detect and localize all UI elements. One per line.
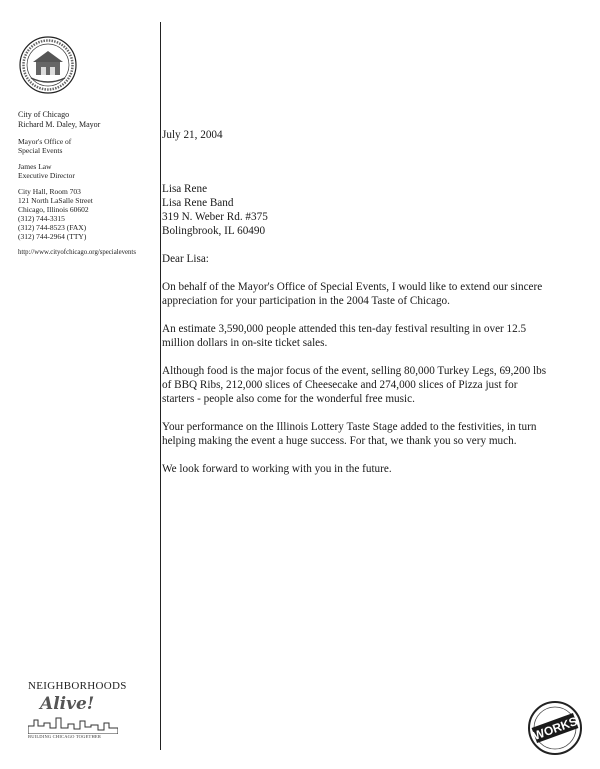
neighborhoods-alive-logo <box>28 680 127 742</box>
recipient-address <box>162 182 552 238</box>
fax-line: (312) 744-8523 (FAX) <box>18 223 87 232</box>
works-text: WORKS <box>531 714 580 743</box>
city-name: City of Chicago <box>18 110 70 119</box>
neighborhoods-title: NEIGHBORHOODS <box>28 680 127 692</box>
chicago-works-badge-icon <box>527 700 583 756</box>
neighborhoods-subtitle: BUILDING CHICAGO TOGETHER <box>28 734 102 739</box>
letter-date: July 21, 2004 <box>162 129 223 141</box>
address-block <box>18 187 153 241</box>
address-line: Chicago, Illinois 60602 <box>18 205 89 214</box>
website-url: http://www.cityofchicago.org/specialevents <box>18 249 136 256</box>
recipient-line: 319 N. Weber Rd. #375 <box>162 211 268 223</box>
recipient-line: Bolingbrook, IL 60490 <box>162 225 266 237</box>
recipient-line: Lisa Rene Band <box>162 197 234 209</box>
address-line: 121 North LaSalle Street <box>18 196 93 205</box>
paragraph: We look forward to working with you in the future. <box>162 463 392 475</box>
office-line-1: Mayor's Office of <box>18 137 72 146</box>
letter-body <box>162 128 552 490</box>
paragraph: An estimate 3,590,000 people attended this ten-day festival resulting in over 12.5 million dollars in on-site ticket sales. <box>162 323 527 349</box>
paragraph: Although food is the major focus of the event, selling 80,000 Turkey Legs, 69,200 lbs of BBQ Ribs, 212,000 slices of Cheesecake and 274,000 slices of Pizza just for starters - people also come for the wonderful free music. <box>162 365 547 405</box>
paragraph: On behalf of the Mayor's Office of Special Events, I would like to extend our sincere appreciation for your participation in the 2004 Taste of Chicago. <box>162 281 543 307</box>
skyline-icon <box>28 714 118 734</box>
director-block <box>18 162 153 180</box>
city-block <box>18 110 153 130</box>
city-seal-icon <box>19 36 77 94</box>
address-line: City Hall, Room 703 <box>18 187 81 196</box>
director-title: Executive Director <box>18 171 75 180</box>
alive-script: Alive! <box>40 694 95 714</box>
letterhead-divider <box>160 22 161 750</box>
recipient-line: Lisa Rene <box>162 183 208 195</box>
office-line-2: Special Events <box>18 146 63 155</box>
director-name: James Law <box>18 162 52 171</box>
office-block <box>18 137 153 155</box>
mayor-name: Richard M. Daley, Mayor <box>18 120 101 129</box>
paragraph: Your performance on the Illinois Lottery Taste Stage added to the festivities, in turn helping making the event a huge success. For that, we thank you so very much. <box>162 421 537 447</box>
salutation: Dear Lisa: <box>162 253 209 265</box>
phone-line: (312) 744-3315 <box>18 214 65 223</box>
tty-line: (312) 744-2964 (TTY) <box>18 232 87 241</box>
letterhead-sidebar <box>18 110 153 257</box>
